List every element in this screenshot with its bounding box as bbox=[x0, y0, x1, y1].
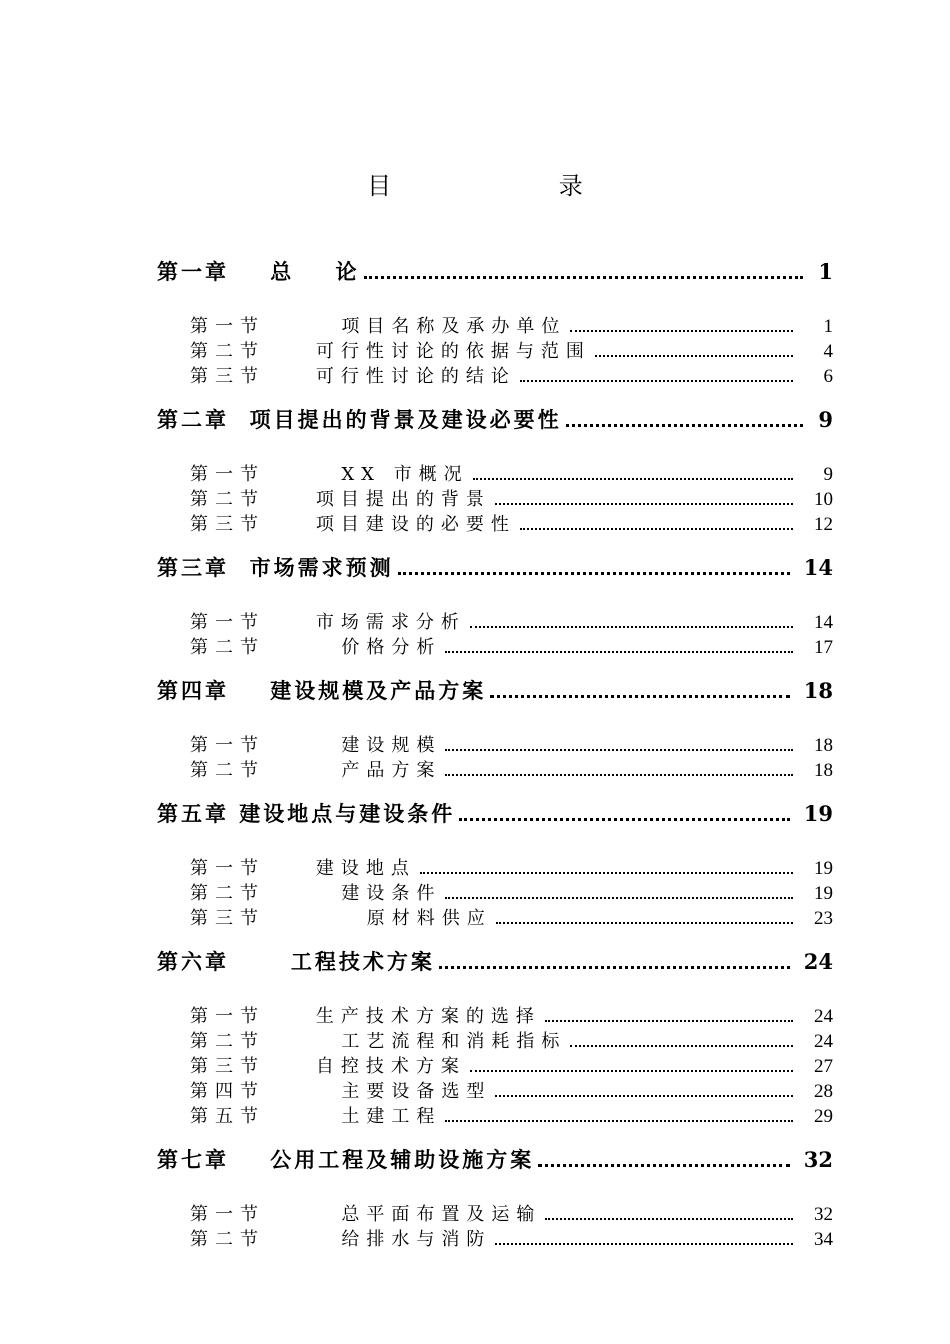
toc-section-entry[interactable] bbox=[157, 1027, 833, 1052]
dot-leader bbox=[595, 354, 793, 357]
section-title: 第三节 项目建设的必要性 bbox=[190, 514, 516, 535]
section-page-number: 19 bbox=[814, 858, 833, 879]
chapter-page-number: 1 bbox=[818, 259, 833, 284]
toc-chapter-entry[interactable] bbox=[157, 552, 833, 588]
section-title: 第一节 XX 市概况 bbox=[190, 464, 469, 485]
chapter-title: 第一章 总 论 bbox=[157, 260, 360, 284]
toc-section-entry[interactable] bbox=[157, 362, 833, 387]
chapter-page-number: 19 bbox=[803, 801, 833, 826]
section-title: 第二节 价格分析 bbox=[190, 637, 442, 658]
toc-chapter-entry[interactable] bbox=[157, 675, 833, 711]
toc-section-entry[interactable] bbox=[157, 608, 833, 633]
dot-leader bbox=[364, 275, 804, 279]
chapter-title: 第四章 建设规模及产品方案 bbox=[157, 679, 487, 703]
section-title: 第二节 建设条件 bbox=[190, 883, 442, 904]
section-page-number: 32 bbox=[814, 1204, 833, 1225]
chapter-page-number: 24 bbox=[803, 949, 833, 974]
toc-section-entry[interactable] bbox=[157, 633, 833, 658]
toc-section-entry[interactable] bbox=[157, 510, 833, 535]
section-page-number: 14 bbox=[814, 612, 833, 633]
section-title: 第四节 主要设备选型 bbox=[190, 1081, 492, 1102]
section-page-number: 18 bbox=[814, 735, 833, 756]
dot-leader bbox=[570, 1044, 793, 1047]
section-title: 第三节 自控技术方案 bbox=[190, 1056, 466, 1077]
section-title: 第一节 项目名称及承办单位 bbox=[190, 316, 567, 337]
section-page-number: 24 bbox=[814, 1006, 833, 1027]
toc-section-entry[interactable] bbox=[157, 1225, 833, 1250]
dot-leader bbox=[473, 477, 793, 480]
toc-title: 目 录 bbox=[367, 172, 663, 200]
chapter-title: 第七章 公用工程及辅助设施方案 bbox=[157, 1148, 535, 1172]
dot-leader bbox=[459, 817, 789, 821]
section-page-number: 12 bbox=[814, 514, 833, 535]
section-page-number: 6 bbox=[823, 366, 833, 387]
section-title: 第一节 建设地点 bbox=[190, 858, 416, 879]
dot-leader bbox=[445, 748, 793, 751]
chapter-title: 第二章 项目提出的背景及建设必要性 bbox=[157, 408, 562, 432]
section-page-number: 27 bbox=[814, 1056, 833, 1077]
section-title: 第三节 原材料供应 bbox=[190, 908, 492, 929]
dot-leader bbox=[566, 423, 803, 427]
dot-leader bbox=[420, 871, 793, 874]
toc-section-entry[interactable] bbox=[157, 756, 833, 781]
dot-leader bbox=[520, 527, 793, 530]
dot-leader bbox=[470, 1069, 793, 1072]
section-title: 第二节 给排水与消防 bbox=[190, 1229, 492, 1250]
dot-leader bbox=[445, 1119, 793, 1122]
chapter-title: 第三章 市场需求预测 bbox=[157, 556, 394, 580]
dot-leader bbox=[439, 965, 790, 969]
section-page-number: 10 bbox=[814, 489, 833, 510]
dot-leader bbox=[495, 502, 793, 505]
chapter-page-number: 18 bbox=[803, 678, 833, 703]
toc-chapter-entry[interactable] bbox=[157, 1144, 833, 1180]
toc-section-entry[interactable] bbox=[157, 904, 833, 929]
section-page-number: 1 bbox=[823, 316, 833, 337]
toc-section-entry[interactable] bbox=[157, 485, 833, 510]
chapter-page-number: 32 bbox=[803, 1147, 833, 1172]
toc-chapter-entry[interactable] bbox=[157, 798, 833, 834]
dot-leader bbox=[490, 694, 790, 698]
section-page-number: 34 bbox=[814, 1229, 833, 1250]
toc-section-entry[interactable] bbox=[157, 854, 833, 879]
dot-leader bbox=[545, 1019, 793, 1022]
table-of-contents bbox=[157, 256, 833, 1267]
section-list bbox=[157, 608, 833, 658]
section-list bbox=[157, 731, 833, 781]
toc-chapter-entry[interactable] bbox=[157, 404, 833, 440]
dot-leader bbox=[445, 773, 793, 776]
dot-leader bbox=[398, 571, 790, 575]
toc-section-entry[interactable] bbox=[157, 1002, 833, 1027]
section-list bbox=[157, 460, 833, 535]
dot-leader bbox=[570, 329, 793, 332]
dot-leader bbox=[520, 379, 793, 382]
section-title: 第二节 项目提出的背景 bbox=[190, 489, 491, 510]
toc-section-entry[interactable] bbox=[157, 312, 833, 337]
section-title: 第一节 总平面布置及运输 bbox=[190, 1204, 542, 1225]
toc-chapter-entry[interactable] bbox=[157, 946, 833, 982]
dot-leader bbox=[445, 896, 793, 899]
toc-section-entry[interactable] bbox=[157, 1052, 833, 1077]
section-page-number: 28 bbox=[814, 1081, 833, 1102]
dot-leader bbox=[470, 625, 793, 628]
section-page-number: 4 bbox=[823, 341, 833, 362]
chapter-title: 第六章 工程技术方案 bbox=[157, 950, 435, 974]
toc-section-entry[interactable] bbox=[157, 460, 833, 485]
section-title: 第二节 可行性讨论的依据与范围 bbox=[190, 341, 591, 362]
dot-leader bbox=[545, 1217, 793, 1220]
section-list bbox=[157, 1002, 833, 1127]
section-title: 第一节 建设规模 bbox=[190, 735, 442, 756]
section-title: 第一节 市场需求分析 bbox=[190, 612, 466, 633]
toc-section-entry[interactable] bbox=[157, 731, 833, 756]
toc-section-entry[interactable] bbox=[157, 879, 833, 904]
section-page-number: 17 bbox=[814, 637, 833, 658]
section-page-number: 29 bbox=[814, 1106, 833, 1127]
dot-leader bbox=[496, 921, 793, 924]
dot-leader bbox=[495, 1242, 793, 1245]
dot-leader bbox=[495, 1094, 793, 1097]
section-page-number: 9 bbox=[823, 464, 833, 485]
toc-section-entry[interactable] bbox=[157, 1102, 833, 1127]
section-title: 第五节 土建工程 bbox=[190, 1106, 442, 1127]
chapter-title: 第五章 建设地点与建设条件 bbox=[157, 802, 456, 826]
toc-section-entry[interactable] bbox=[157, 337, 833, 362]
section-title: 第二节 产品方案 bbox=[190, 760, 442, 781]
section-page-number: 23 bbox=[814, 908, 833, 929]
section-list bbox=[157, 312, 833, 387]
section-title: 第一节 生产技术方案的选择 bbox=[190, 1006, 541, 1027]
section-title: 第二节 工艺流程和消耗指标 bbox=[190, 1031, 567, 1052]
toc-chapter-entry[interactable] bbox=[157, 256, 833, 292]
section-title: 第三节 可行性讨论的结论 bbox=[190, 366, 516, 387]
section-list bbox=[157, 1200, 833, 1250]
dot-leader bbox=[538, 1163, 790, 1167]
dot-leader bbox=[445, 650, 793, 653]
section-page-number: 18 bbox=[814, 760, 833, 781]
toc-section-entry[interactable] bbox=[157, 1077, 833, 1102]
section-page-number: 24 bbox=[814, 1031, 833, 1052]
toc-section-entry[interactable] bbox=[157, 1200, 833, 1225]
chapter-page-number: 9 bbox=[818, 407, 833, 432]
section-page-number: 19 bbox=[814, 883, 833, 904]
section-list bbox=[157, 854, 833, 929]
chapter-page-number: 14 bbox=[803, 555, 833, 580]
